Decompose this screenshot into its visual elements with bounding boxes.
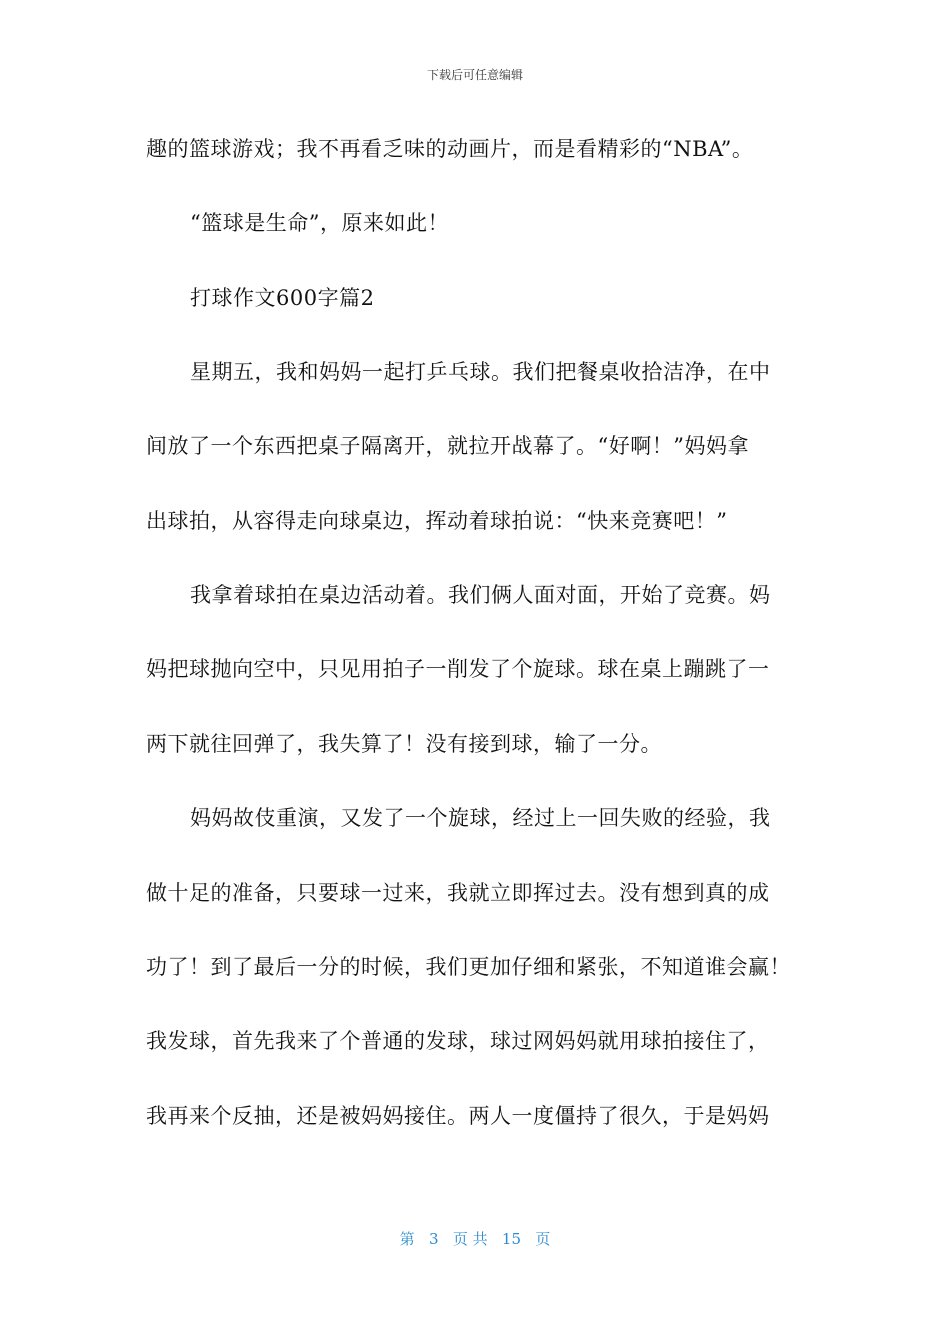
footer-middle: 页 共 [452, 1230, 488, 1248]
text-line: 做十足的准备，只要球一过来，我就立即挥过去。没有想到真的成 [146, 881, 770, 905]
text-line: 我拿着球拍在桌边活动着。我们俩人面对面，开始了竞赛。妈 [190, 583, 771, 607]
text-line: 出球拍，从容得走向球桌边，挥动着球拍说：“快来竞赛吧！” [146, 509, 728, 533]
text-line: 星期五，我和妈妈一起打乒乓球。我们把餐桌收拾洁净，在中 [190, 360, 771, 384]
text-line: 妈妈故伎重演，又发了一个旋球，经过上一回失败的经验，我 [190, 806, 771, 830]
footer-current-page: 3 [428, 1230, 439, 1248]
text-line: “篮球是生命”，原来如此！ [190, 211, 449, 235]
footer-prefix: 第 [399, 1230, 415, 1248]
text-line: 我发球，首先我来了个普通的发球，球过网妈妈就用球拍接住了， [146, 1029, 770, 1053]
page-header: 下载后可任意编辑 [426, 68, 523, 82]
text-line: 趣的篮球游戏；我不再看乏味的动画片，而是看精彩的“NBA”。 [146, 137, 754, 161]
footer-total-pages: 15 [501, 1230, 522, 1248]
text-line: 间放了一个东西把桌子隔离开，就拉开战幕了。“好啊！”妈妈拿 [146, 434, 749, 458]
text-line: 功了！到了最后一分的时候，我们更加仔细和紧张，不知道谁会赢！ [146, 955, 791, 979]
page-footer [0, 1228, 950, 1249]
footer-suffix: 页 [535, 1230, 551, 1248]
text-line: 妈把球抛向空中，只见用拍子一削发了个旋球。球在桌上蹦跳了一 [146, 657, 770, 681]
text-line: 我再来个反抽，还是被妈妈接住。两人一度僵持了很久，于是妈妈 [146, 1104, 770, 1128]
section-heading: 打球作文600字篇2 [190, 286, 375, 310]
text-line: 两下就往回弹了，我失算了！没有接到球，输了一分。 [146, 732, 662, 756]
